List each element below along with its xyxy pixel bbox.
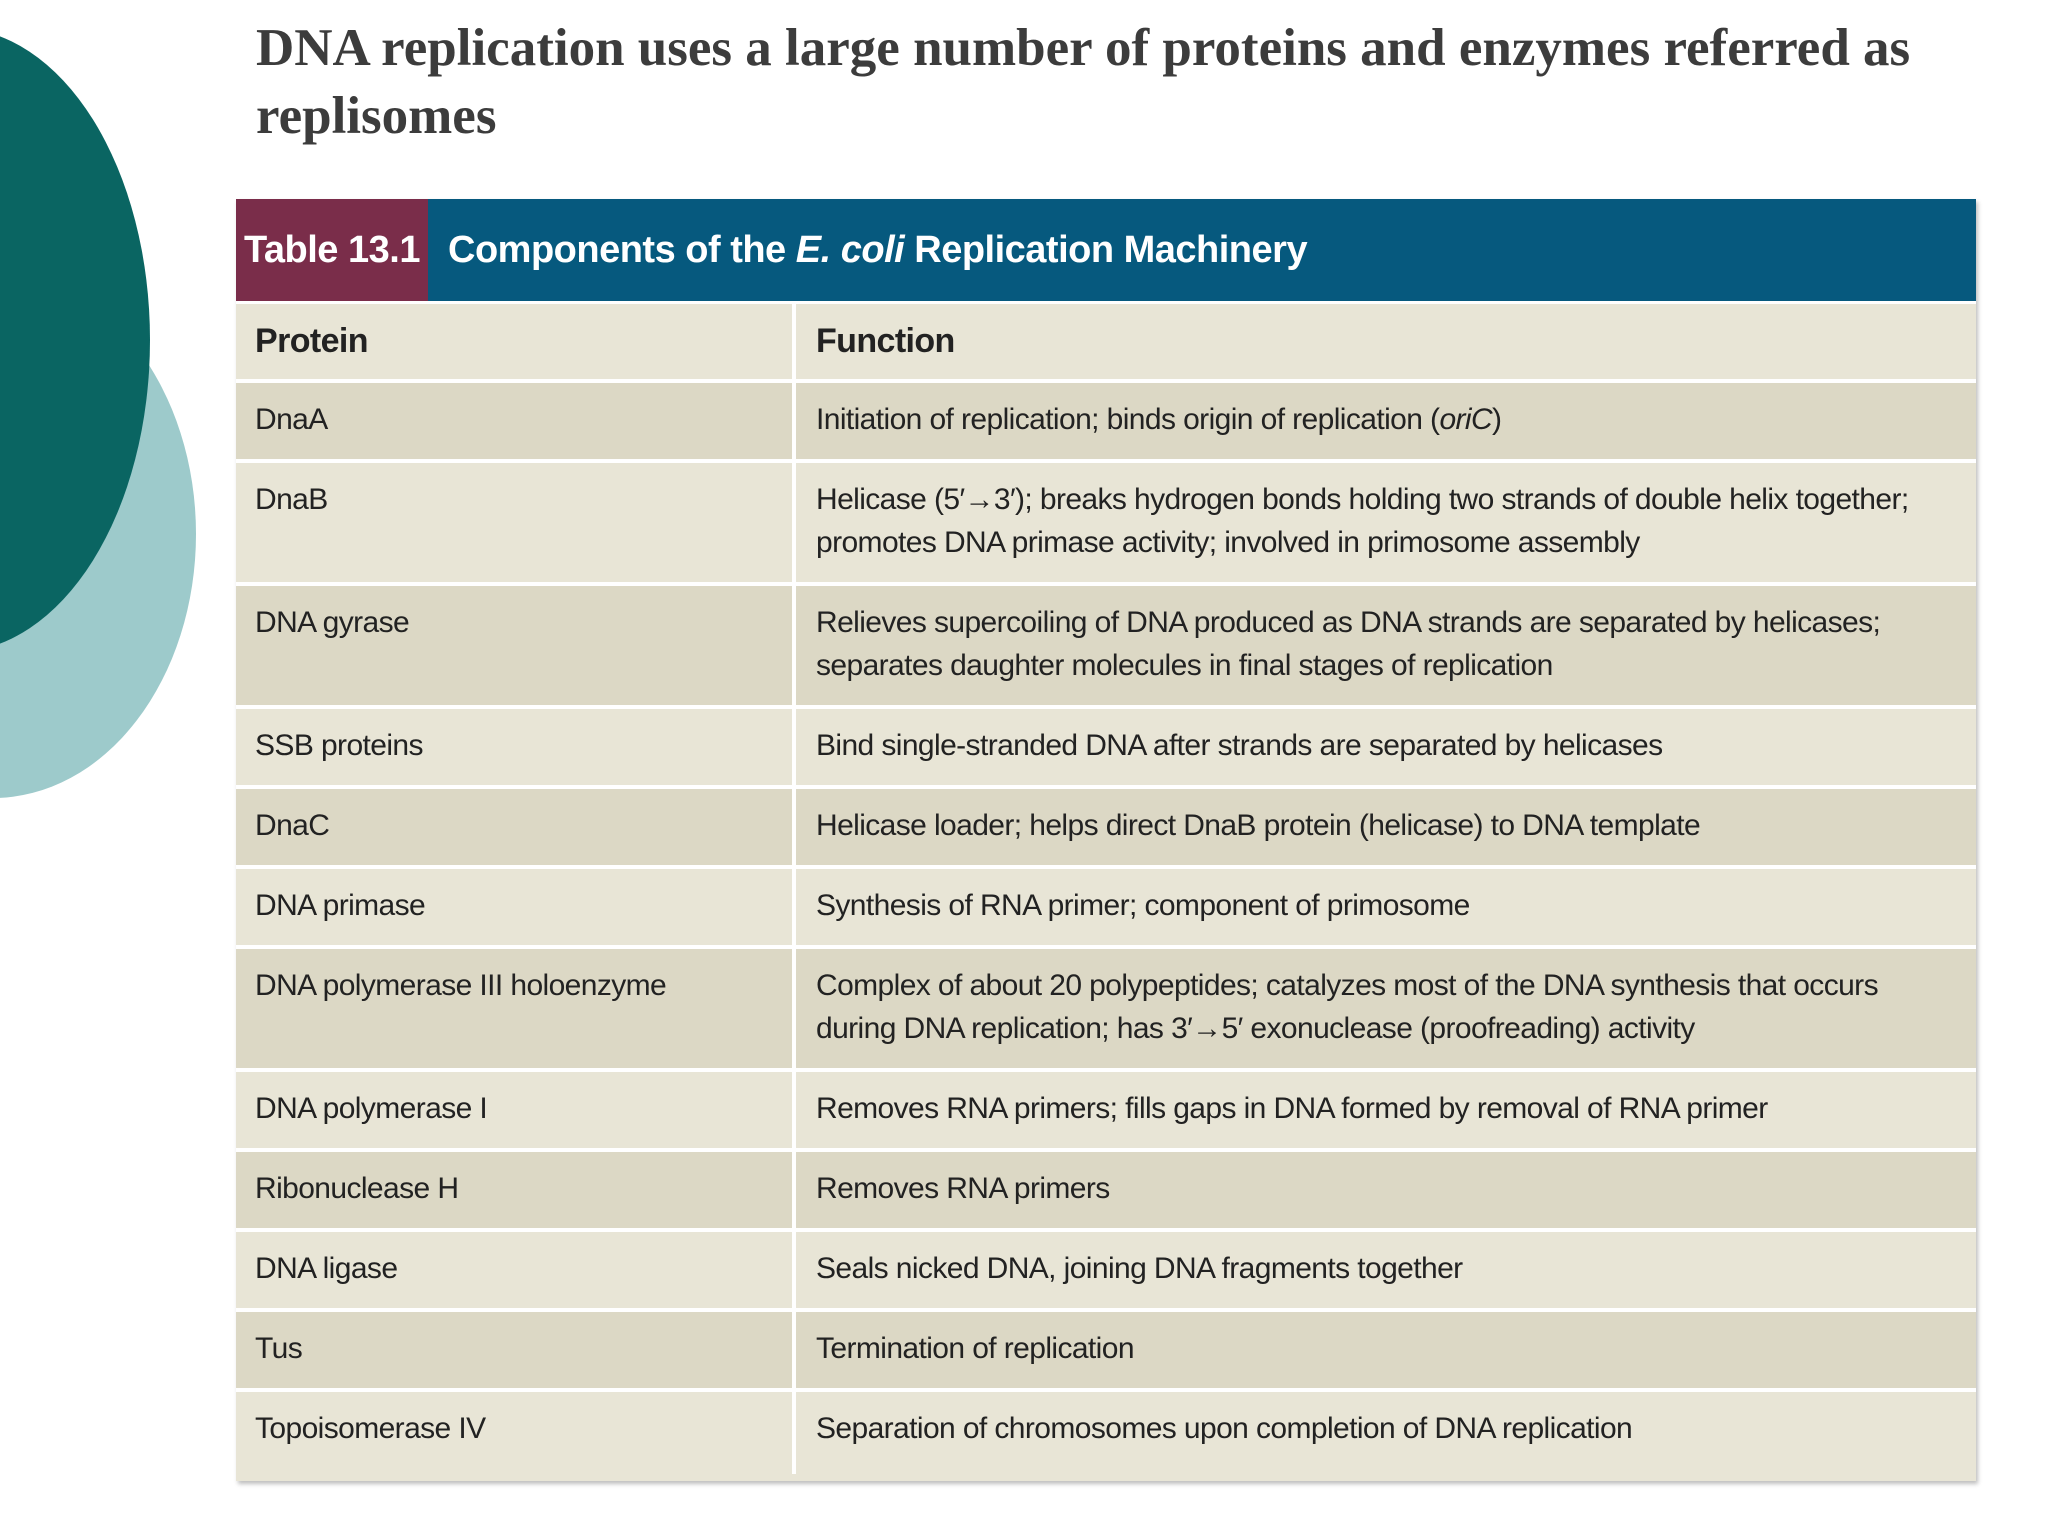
table-row: [236, 1072, 1976, 1152]
protein-cell: SSB proteins: [236, 709, 796, 785]
table-row: [236, 1312, 1976, 1392]
column-header-row: [236, 304, 1976, 383]
function-cell: Helicase loader; helps direct DnaB protein (helicase) to DNA template: [816, 809, 1701, 842]
function-cell: [796, 383, 1976, 459]
function-text-pre: Initiation of replication; binds origin of replication (: [816, 403, 1440, 436]
table-row: [236, 1392, 1976, 1474]
table-row: [236, 869, 1976, 949]
table-row: [236, 949, 1976, 1072]
table-title-italic: E. coli: [795, 228, 905, 271]
function-cell: Synthesis of RNA primer; component of primosome: [816, 889, 1470, 922]
protein-cell: DNA polymerase I: [236, 1072, 796, 1148]
protein-cell: DNA polymerase III holoenzyme: [236, 949, 796, 1068]
protein-cell: DnaB: [236, 463, 796, 582]
function-cell: Helicase (5′→3′); breaks hydrogen bonds holding two strands of double helix together; promotes DNA primase activity; involved in primosome assembly: [816, 483, 1909, 559]
column-header-function: Function: [816, 322, 955, 360]
table-number: Table 13.1: [236, 199, 428, 301]
function-cell: Removes RNA primers: [816, 1172, 1110, 1205]
protein-cell: DNA ligase: [236, 1232, 796, 1308]
table-row: [236, 463, 1976, 586]
protein-cell: DNA gyrase: [236, 586, 796, 705]
table-row: [236, 1232, 1976, 1312]
table-body: [236, 304, 1976, 1474]
function-cell: Bind single-stranded DNA after strands are separated by helicases: [816, 729, 1663, 762]
table-title-pre: Components of the: [448, 228, 786, 271]
protein-cell: DnaA: [236, 383, 796, 459]
function-text-italic: oriC: [1439, 403, 1493, 436]
protein-cell: Topoisomerase IV: [236, 1392, 796, 1474]
table-row: [236, 383, 1976, 463]
protein-cell: Tus: [236, 1312, 796, 1388]
function-cell: Termination of replication: [816, 1332, 1134, 1365]
function-cell: Relieves supercoiling of DNA produced as DNA strands are separated by helicases; separates daughter molecules in final stages of replication: [816, 606, 1881, 682]
table-header-bar: [236, 199, 1976, 304]
function-cell: Complex of about 20 polypeptides; catalyzes most of the DNA synthesis that occurs during DNA replication; has 3′→5′ exonuclease (proofreading) activity: [816, 969, 1878, 1045]
function-cell: Separation of chromosomes upon completion of DNA replication: [816, 1412, 1633, 1445]
function-text-post: ): [1492, 403, 1502, 436]
replication-machinery-table: [236, 199, 1976, 1481]
table-title-post: Replication Machinery: [914, 228, 1308, 271]
table-row: [236, 789, 1976, 869]
table-row: [236, 1152, 1976, 1232]
function-cell: Removes RNA primers; fills gaps in DNA formed by removal of RNA primer: [816, 1092, 1768, 1125]
protein-cell: DnaC: [236, 789, 796, 865]
table-row: [236, 709, 1976, 789]
protein-cell: Ribonuclease H: [236, 1152, 796, 1228]
table-row: [236, 586, 1976, 709]
table-title: [428, 199, 1976, 301]
column-header-protein: Protein: [236, 304, 796, 379]
protein-cell: DNA primase: [236, 869, 796, 945]
function-cell: Seals nicked DNA, joining DNA fragments together: [816, 1252, 1463, 1285]
slide-title: DNA replication uses a large number of proteins and enzymes referred as replisomes: [256, 19, 1911, 145]
